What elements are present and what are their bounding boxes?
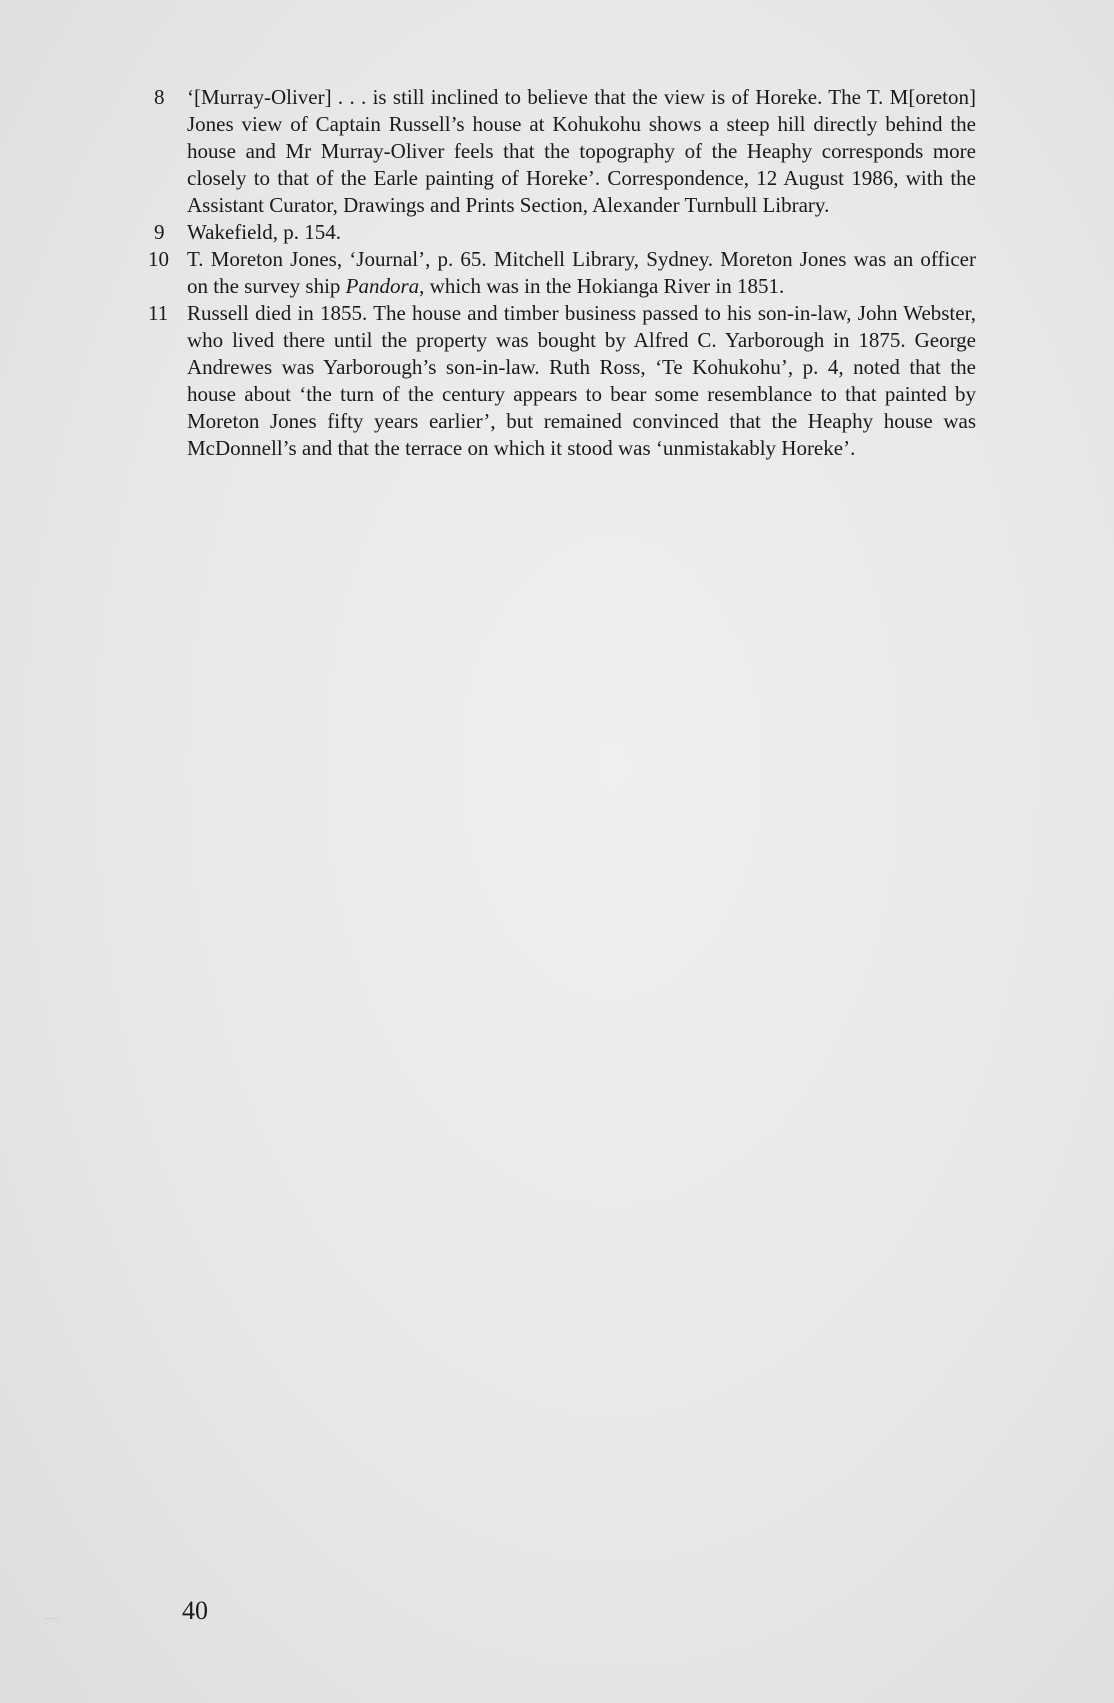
endnote-text-part: T. Moreton Jones, ‘Journal’, p. 65. Mitchell Library, Sydney. Moreton Jones was an officer on the survey ship xyxy=(187,247,976,298)
margin-mark xyxy=(44,1610,58,1619)
endnote-8 xyxy=(154,84,976,219)
endnote-text: ‘[Murray-Oliver] . . . is still inclined to believe that the view is of Horeke. The T. M[oreton] Jones view of Captain Russell’s house at Kohukohu shows a steep hill directly behind the house and Mr Murray-Oliver feels that the topography of the Heaphy corresponds more closely to that of the Earle painting of Horeke’. Correspondence, 12 August 1986, with the Assistant Curator, Drawings and Prints Section, Alexander Turnbull Library. xyxy=(187,85,976,217)
ship-name: Pandora xyxy=(345,274,420,298)
endnote-number: 11 xyxy=(148,301,169,325)
endnote-text xyxy=(187,247,976,298)
endnote-9 xyxy=(154,219,976,246)
endnote-text-part: , which was in the Hokianga River in 1851. xyxy=(419,274,785,298)
endnote-10 xyxy=(148,246,976,300)
endnote-number: 8 xyxy=(154,85,165,109)
endnotes-section xyxy=(148,84,976,462)
endnote-11 xyxy=(148,300,976,462)
endnote-number: 9 xyxy=(154,220,165,244)
endnote-number: 10 xyxy=(148,247,169,271)
endnote-text: Russell died in 1855. The house and timber business passed to his son-in-law, John Webster, who lived there until the property was bought by Alfred C. Yarborough in 1875. George Andrewes was Yarborough’s son-in-law. Ruth Ross, ‘Te Kohukohu’, p. 4, noted that the house about ‘the turn of the century appears to bear some resemblance to that painted by Moreton Jones fifty years earlier’, but remained convinced that the Heaphy house was McDonnell’s and that the terrace on which it stood was ‘unmistakably Horeke’. xyxy=(187,301,976,460)
page-number: 40 xyxy=(182,1596,208,1625)
endnote-text: Wakefield, p. 154. xyxy=(187,220,342,244)
